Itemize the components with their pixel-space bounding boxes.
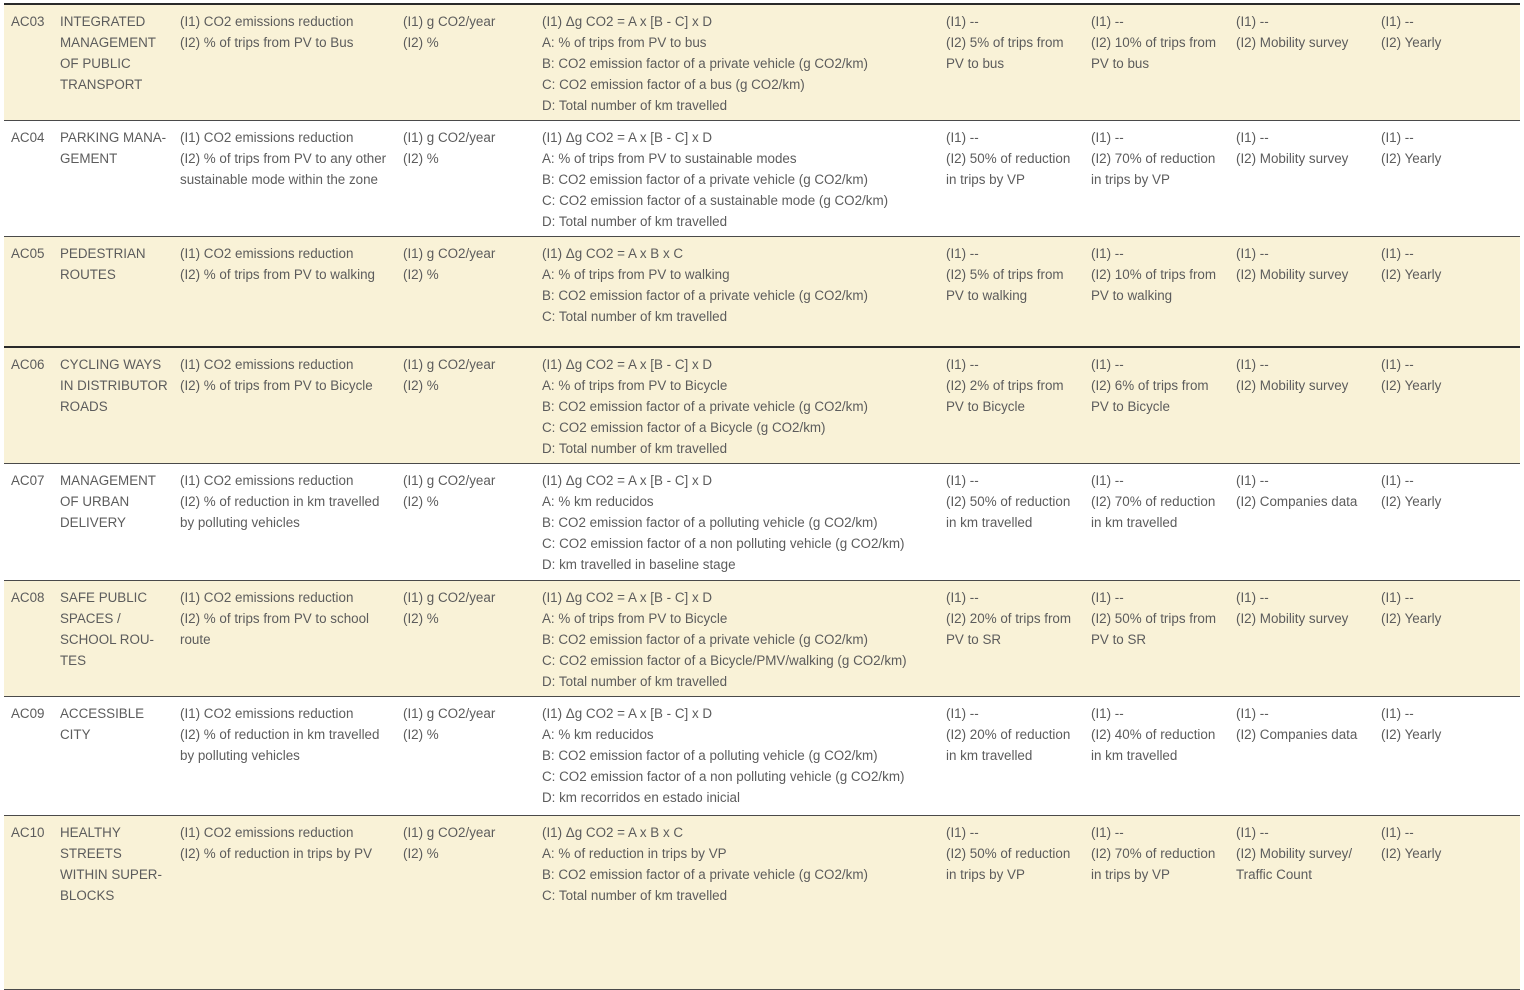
code-text: AC08 — [11, 590, 45, 605]
table-row — [4, 4, 1520, 121]
formula-cell — [538, 121, 942, 237]
target-line: (I1) -- — [1091, 825, 1124, 840]
baseline-line: (I2) 20% of trips from — [946, 611, 1072, 626]
baseline-line: (I2) 5% of trips from — [946, 35, 1064, 50]
units-line: (I2) % — [403, 494, 439, 509]
frequency-cell — [1377, 581, 1520, 697]
source-line: (I2) Mobility survey/ — [1236, 846, 1353, 861]
source-line: (I1) -- — [1236, 825, 1269, 840]
formula-line: C: CO2 emission factor of a Bicycle/PMV/walking (g CO2/km) — [542, 653, 907, 668]
name-line: TRANSPORT — [60, 77, 143, 92]
name-line: BLOCKS — [60, 888, 115, 903]
table-row — [4, 697, 1520, 816]
formula-line: B: CO2 emission factor of a private vehicle (g CO2/km) — [542, 288, 868, 303]
source-line: (I2) Mobility survey — [1236, 377, 1349, 393]
indicators-line: (I1) CO2 emissions reduction — [180, 825, 354, 840]
name-line: ROUTES — [60, 267, 116, 282]
formula-line: C: CO2 emission factor of a non polluting vehicle (g CO2/km) — [542, 769, 905, 784]
name-line: INTEGRATED — [60, 14, 146, 29]
source-line: (I1) -- — [1236, 473, 1269, 488]
name-line: SCHOOL ROU- — [60, 632, 154, 647]
source-line: (I2) Mobility survey — [1236, 611, 1349, 626]
indicators-cell — [176, 697, 399, 816]
units-line: (I1) g CO2/year — [403, 706, 496, 721]
formula-line: D: Total number of km travelled — [542, 440, 728, 456]
formula-line: (I1) Δg CO2 = A x [B - C] x D — [542, 130, 713, 145]
units-cell — [399, 237, 538, 347]
units-line: (I1) g CO2/year — [403, 246, 496, 261]
formula-line: A: % of trips from PV to bus — [542, 35, 707, 50]
frequency-line: (I2) Yearly — [1381, 35, 1442, 50]
baseline-line: (I2) 20% of reduction — [946, 727, 1071, 742]
formula-line: C: CO2 emission factor of a bus (g CO2/km) — [542, 77, 805, 92]
formula-line: A: % km reducidos — [542, 727, 654, 742]
formula-line: B: CO2 emission factor of a private vehicle (g CO2/km) — [542, 56, 868, 71]
name-line: HEALTHY — [60, 825, 121, 840]
formula-line: (I1) Δg CO2 = A x [B - C] x D — [542, 473, 713, 488]
target-cell — [1087, 237, 1232, 347]
target-cell — [1087, 464, 1232, 581]
name-line: TES — [60, 653, 87, 668]
baseline-cell — [942, 581, 1087, 697]
baseline-line: in km travelled — [946, 748, 1033, 763]
source-line: (I1) -- — [1236, 130, 1269, 145]
frequency-line: (I2) Yearly — [1381, 494, 1442, 509]
action-name-cell — [56, 816, 176, 990]
source-line: (I1) -- — [1236, 14, 1269, 29]
action-name-cell — [56, 237, 176, 347]
source-line: (I1) -- — [1236, 706, 1269, 721]
baseline-line: (I1) -- — [946, 590, 979, 605]
indicators-cell — [176, 4, 399, 121]
name-line: SAFE PUBLIC — [60, 590, 148, 605]
source-cell — [1232, 697, 1377, 816]
source-cell — [1232, 4, 1377, 121]
baseline-line: (I1) -- — [946, 356, 979, 372]
indicators-line: (I1) CO2 emissions reduction — [180, 246, 354, 261]
frequency-line: (I2) Yearly — [1381, 151, 1442, 166]
frequency-line: (I2) Yearly — [1381, 846, 1442, 861]
table-row — [4, 237, 1520, 347]
target-line: in trips by VP — [1091, 867, 1170, 882]
source-line: Traffic Count — [1236, 867, 1312, 882]
frequency-line: (I1) -- — [1381, 473, 1414, 488]
name-line: PEDESTRIAN — [60, 246, 146, 261]
name-line: GEMENT — [60, 151, 118, 166]
formula-line: A: % of trips from PV to Bicycle — [542, 377, 728, 393]
target-cell — [1087, 4, 1232, 121]
units-line: (I1) g CO2/year — [403, 356, 496, 372]
frequency-cell — [1377, 237, 1520, 347]
frequency-line: (I1) -- — [1381, 825, 1414, 840]
formula-line: C: Total number of km travelled — [542, 309, 728, 324]
indicators-line: route — [180, 632, 211, 647]
source-cell — [1232, 237, 1377, 347]
frequency-line: (I1) -- — [1381, 356, 1414, 372]
units-cell — [399, 121, 538, 237]
baseline-line: PV to walking — [946, 288, 1028, 303]
baseline-line: (I1) -- — [946, 825, 979, 840]
code-text: AC05 — [11, 246, 45, 261]
units-cell — [399, 816, 538, 990]
table-body — [4, 4, 1520, 990]
target-line: (I2) 6% of trips from — [1091, 377, 1209, 393]
code-text: AC06 — [11, 356, 45, 372]
target-line: (I2) 40% of reduction — [1091, 727, 1216, 742]
baseline-line: (I1) -- — [946, 14, 979, 29]
target-cell — [1087, 697, 1232, 816]
table-row — [4, 816, 1520, 990]
formula-line: (I1) Δg CO2 = A x [B - C] x D — [542, 706, 713, 721]
formula-cell — [538, 581, 942, 697]
formula-line: D: Total number of km travelled — [542, 674, 728, 689]
formula-cell — [538, 237, 942, 347]
formula-line: C: CO2 emission factor of a sustainable mode (g CO2/km) — [542, 193, 889, 208]
baseline-cell — [942, 121, 1087, 237]
indicators-cell — [176, 237, 399, 347]
target-line: PV to walking — [1091, 288, 1173, 303]
name-line: OF PUBLIC — [60, 56, 131, 71]
target-line: (I2) 50% of trips from — [1091, 611, 1217, 626]
frequency-cell — [1377, 697, 1520, 816]
units-cell — [399, 347, 538, 464]
baseline-line: in trips by VP — [946, 172, 1025, 187]
target-line: (I2) 70% of reduction — [1091, 151, 1216, 166]
formula-line: A: % of reduction in trips by VP — [542, 846, 727, 861]
units-line: (I2) % — [403, 267, 439, 282]
target-line: (I1) -- — [1091, 14, 1124, 29]
formula-cell — [538, 4, 942, 121]
action-code-cell — [4, 697, 56, 816]
frequency-line: (I2) Yearly — [1381, 611, 1442, 626]
indicators-cell — [176, 121, 399, 237]
units-cell — [399, 697, 538, 816]
formula-line: B: CO2 emission factor of a polluting vehicle (g CO2/km) — [542, 515, 878, 530]
units-line: (I2) % — [403, 727, 439, 742]
units-line: (I2) % — [403, 846, 439, 861]
units-line: (I1) g CO2/year — [403, 825, 496, 840]
baseline-cell — [942, 4, 1087, 121]
action-code-cell — [4, 121, 56, 237]
frequency-cell — [1377, 121, 1520, 237]
name-line: SPACES / — [60, 611, 121, 626]
units-line: (I1) g CO2/year — [403, 590, 496, 605]
baseline-line: PV to SR — [946, 632, 1002, 647]
target-line: (I1) -- — [1091, 246, 1124, 261]
units-cell — [399, 4, 538, 121]
units-line: (I2) % — [403, 35, 439, 50]
formula-cell — [538, 816, 942, 990]
source-line: (I2) Companies data — [1236, 727, 1358, 742]
formula-line: D: km travelled in baseline stage — [542, 557, 736, 572]
formula-line: B: CO2 emission factor of a private vehicle (g CO2/km) — [542, 867, 868, 882]
action-code-cell — [4, 581, 56, 697]
indicators-cell — [176, 347, 399, 464]
indicators-cell — [176, 464, 399, 581]
indicators-line: (I1) CO2 emissions reduction — [180, 356, 354, 372]
target-line: in km travelled — [1091, 748, 1178, 763]
baseline-line: (I1) -- — [946, 130, 979, 145]
source-line: (I2) Mobility survey — [1236, 151, 1349, 166]
action-name-cell — [56, 581, 176, 697]
formula-line: C: CO2 emission factor of a Bicycle (g CO2/km) — [542, 419, 826, 435]
target-line: PV to SR — [1091, 632, 1147, 647]
formula-line: B: CO2 emission factor of a private vehicle (g CO2/km) — [542, 172, 868, 187]
indicator-table — [4, 3, 1520, 990]
name-line: MANAGEMENT — [60, 35, 156, 50]
formula-line: (I1) Δg CO2 = A x [B - C] x D — [542, 356, 713, 372]
baseline-line: PV to Bicycle — [946, 398, 1025, 414]
formula-line: D: km recorridos en estado inicial — [542, 790, 740, 805]
table-row — [4, 464, 1520, 581]
source-cell — [1232, 121, 1377, 237]
formula-line: A: % of trips from PV to sustainable modes — [542, 151, 797, 166]
formula-cell — [538, 697, 942, 816]
name-line: ROADS — [60, 398, 108, 414]
target-line: (I2) 70% of reduction — [1091, 846, 1216, 861]
formula-line: B: CO2 emission factor of a private vehicle (g CO2/km) — [542, 398, 868, 414]
target-line: (I2) 70% of reduction — [1091, 494, 1216, 509]
frequency-line: (I1) -- — [1381, 706, 1414, 721]
target-line: (I2) 10% of trips from — [1091, 267, 1217, 282]
target-cell — [1087, 816, 1232, 990]
code-text: AC09 — [11, 706, 45, 721]
units-cell — [399, 464, 538, 581]
frequency-cell — [1377, 347, 1520, 464]
action-name-cell — [56, 347, 176, 464]
code-text: AC10 — [11, 825, 45, 840]
code-text: AC03 — [11, 14, 45, 29]
frequency-line: (I1) -- — [1381, 130, 1414, 145]
formula-line: A: % of trips from PV to walking — [542, 267, 730, 282]
baseline-cell — [942, 464, 1087, 581]
formula-line: B: CO2 emission factor of a private vehicle (g CO2/km) — [542, 632, 868, 647]
source-line: (I1) -- — [1236, 246, 1269, 261]
indicators-line: (I2) % of reduction in km travelled — [180, 494, 380, 509]
frequency-line: (I1) -- — [1381, 246, 1414, 261]
formula-line: A: % km reducidos — [542, 494, 654, 509]
frequency-line: (I1) -- — [1381, 590, 1414, 605]
indicators-line: (I2) % of trips from PV to school — [180, 611, 370, 626]
baseline-line: (I2) 2% of trips from — [946, 377, 1064, 393]
name-line: PARKING MANA- — [60, 130, 167, 145]
indicators-line: sustainable mode within the zone — [180, 172, 379, 187]
indicators-line: (I1) CO2 emissions reduction — [180, 473, 354, 488]
formula-line: C: CO2 emission factor of a non polluting vehicle (g CO2/km) — [542, 536, 905, 551]
name-line: ACCESSIBLE — [60, 706, 145, 721]
units-cell — [399, 581, 538, 697]
units-line: (I1) g CO2/year — [403, 473, 496, 488]
frequency-line: (I1) -- — [1381, 14, 1414, 29]
baseline-line: (I2) 50% of reduction — [946, 494, 1071, 509]
table-row — [4, 581, 1520, 697]
source-cell — [1232, 347, 1377, 464]
units-line: (I2) % — [403, 151, 439, 166]
target-line: in km travelled — [1091, 515, 1178, 530]
formula-line: (I1) Δg CO2 = A x [B - C] x D — [542, 14, 713, 29]
formula-cell — [538, 464, 942, 581]
name-line: IN DISTRIBUTOR — [60, 377, 168, 393]
name-line: WITHIN SUPER- — [60, 867, 162, 882]
formula-line: (I1) Δg CO2 = A x B x C — [542, 825, 684, 840]
baseline-line: (I2) 50% of reduction — [946, 846, 1071, 861]
source-line: (I2) Mobility survey — [1236, 267, 1349, 282]
indicators-line: by polluting vehicles — [180, 748, 300, 763]
target-line: (I1) -- — [1091, 706, 1124, 721]
action-code-cell — [4, 237, 56, 347]
baseline-cell — [942, 237, 1087, 347]
code-text: AC04 — [11, 130, 45, 145]
indicators-line: (I2) % of trips from PV to any other — [180, 151, 387, 166]
baseline-line: (I1) -- — [946, 706, 979, 721]
target-line: (I1) -- — [1091, 473, 1124, 488]
indicators-line: (I2) % of trips from PV to Bicycle — [180, 377, 373, 393]
code-text: AC07 — [11, 473, 45, 488]
baseline-line: (I1) -- — [946, 473, 979, 488]
indicators-line: (I1) CO2 emissions reduction — [180, 706, 354, 721]
action-name-cell — [56, 4, 176, 121]
indicators-line: (I2) % of trips from PV to walking — [180, 267, 375, 282]
target-line: in trips by VP — [1091, 172, 1170, 187]
baseline-line: PV to bus — [946, 56, 1005, 71]
formula-line: (I1) Δg CO2 = A x [B - C] x D — [542, 590, 713, 605]
indicators-cell — [176, 816, 399, 990]
frequency-line: (I2) Yearly — [1381, 267, 1442, 282]
action-code-cell — [4, 4, 56, 121]
source-line: (I1) -- — [1236, 356, 1269, 372]
target-line: PV to bus — [1091, 56, 1150, 71]
baseline-line: (I2) 5% of trips from — [946, 267, 1064, 282]
action-code-cell — [4, 347, 56, 464]
target-line: (I1) -- — [1091, 590, 1124, 605]
indicators-line: (I2) % of trips from PV to Bus — [180, 35, 354, 50]
target-line: (I1) -- — [1091, 130, 1124, 145]
frequency-line: (I2) Yearly — [1381, 727, 1442, 742]
baseline-line: in km travelled — [946, 515, 1033, 530]
baseline-cell — [942, 347, 1087, 464]
indicators-cell — [176, 581, 399, 697]
source-line: (I2) Mobility survey — [1236, 35, 1349, 50]
frequency-line: (I2) Yearly — [1381, 377, 1442, 393]
baseline-line: (I2) 50% of reduction — [946, 151, 1071, 166]
name-line: CITY — [60, 727, 91, 742]
target-cell — [1087, 121, 1232, 237]
target-cell — [1087, 347, 1232, 464]
indicators-line: (I1) CO2 emissions reduction — [180, 14, 354, 29]
indicators-line: by polluting vehicles — [180, 515, 300, 530]
action-name-cell — [56, 464, 176, 581]
source-cell — [1232, 816, 1377, 990]
baseline-line: (I1) -- — [946, 246, 979, 261]
units-line: (I2) % — [403, 377, 439, 393]
target-line: (I2) 10% of trips from — [1091, 35, 1217, 50]
target-line: (I1) -- — [1091, 356, 1124, 372]
name-line: STREETS — [60, 846, 122, 861]
indicators-line: (I2) % of reduction in km travelled — [180, 727, 380, 742]
source-cell — [1232, 464, 1377, 581]
baseline-line: in trips by VP — [946, 867, 1025, 882]
units-line: (I1) g CO2/year — [403, 14, 496, 29]
name-line: CYCLING WAYS — [60, 356, 162, 372]
target-cell — [1087, 581, 1232, 697]
baseline-cell — [942, 816, 1087, 990]
frequency-cell — [1377, 464, 1520, 581]
baseline-cell — [942, 697, 1087, 816]
formula-line: D: Total number of km travelled — [542, 98, 728, 113]
formula-line: C: Total number of km travelled — [542, 888, 728, 903]
indicators-line: (I1) CO2 emissions reduction — [180, 130, 354, 145]
formula-line: (I1) Δg CO2 = A x B x C — [542, 246, 684, 261]
source-line: (I1) -- — [1236, 590, 1269, 605]
action-name-cell — [56, 121, 176, 237]
frequency-cell — [1377, 816, 1520, 990]
name-line: DELIVERY — [60, 515, 126, 530]
formula-line: D: Total number of km travelled — [542, 214, 728, 229]
indicators-line: (I1) CO2 emissions reduction — [180, 590, 354, 605]
formula-line: A: % of trips from PV to Bicycle — [542, 611, 728, 626]
action-name-cell — [56, 697, 176, 816]
source-line: (I2) Companies data — [1236, 494, 1358, 509]
formula-line: B: CO2 emission factor of a polluting vehicle (g CO2/km) — [542, 748, 878, 763]
table-row — [4, 347, 1520, 464]
name-line: OF URBAN — [60, 494, 130, 509]
target-line: PV to Bicycle — [1091, 398, 1170, 414]
table-row — [4, 121, 1520, 237]
units-line: (I2) % — [403, 611, 439, 626]
action-code-cell — [4, 816, 56, 990]
action-code-cell — [4, 464, 56, 581]
indicators-line: (I2) % of reduction in trips by PV — [180, 846, 373, 861]
formula-cell — [538, 347, 942, 464]
units-line: (I1) g CO2/year — [403, 130, 496, 145]
name-line: MANAGEMENT — [60, 473, 156, 488]
frequency-cell — [1377, 4, 1520, 121]
source-cell — [1232, 581, 1377, 697]
